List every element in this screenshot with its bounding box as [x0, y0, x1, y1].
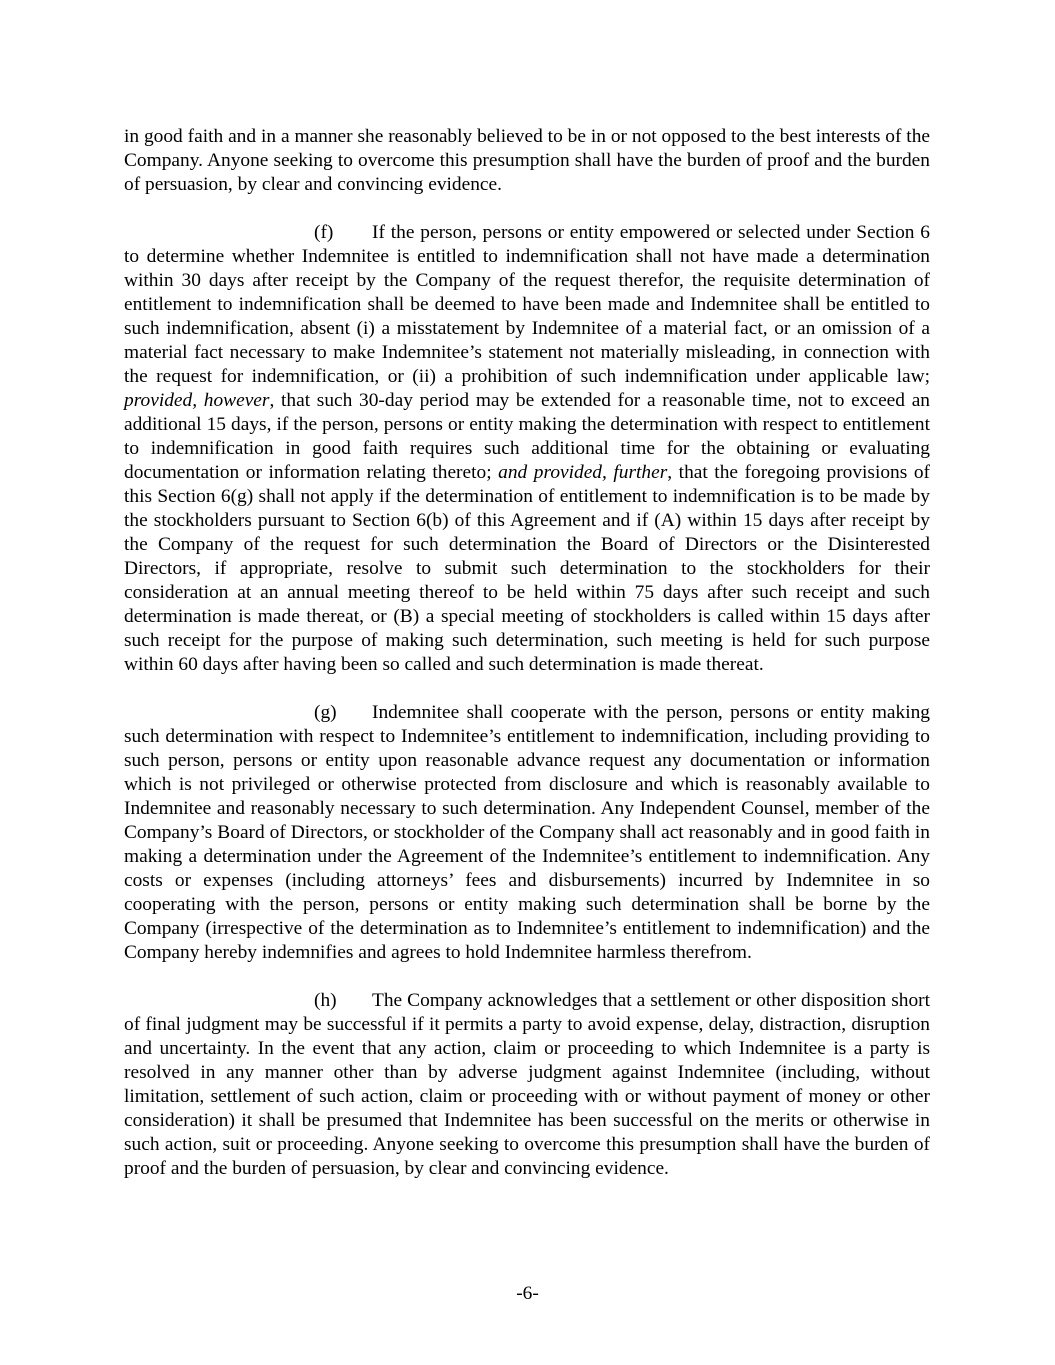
paragraph-marker: (g) [314, 702, 337, 723]
paragraph-continuation [124, 125, 930, 197]
italic-phrase: provided, however [124, 390, 270, 411]
paragraph-marker: (f) [314, 222, 334, 243]
paragraph-text-segment: The Company acknowledges that a settlement or other disposition short of final judgment may be successful if it permits a party to avoid expense, delay, distraction, disruption and uncertainty. In the event that any action, claim or proceeding to which Indemnitee is a party is resolved in any manner other than by adverse judgment against Indemnitee (including, without limitation, settlement of such action, claim or proceeding with or without payment of money or other consideration) it shall be presumed that Indemnitee has been successful on the merits or otherwise in such action, suit or proceeding. Anyone seeking to overcome this presumption shall have the burden of proof and the burden of persuasion, by clear and convincing evidence. [124, 990, 930, 1179]
document-body [124, 125, 930, 1205]
paragraph-f [124, 221, 930, 677]
paragraph-marker: (h) [314, 990, 337, 1011]
paragraph-text-segment: , that the foregoing provisions of this Section 6(g) shall not apply if the determination of entitlement to indemnification is to be made by the stockholders pursuant to Section 6(b) of this Agreement and if (A) within 15 days after receipt by the Company of the request for such determination the Board of Directors or the Disinterested Directors, if appropriate, resolve to submit such determination to the stockholders for their consideration at an annual meeting thereof to be held within 75 days after such receipt and such determination is made thereat, or (B) a special meeting of stockholders is called within 15 days after such receipt for the purpose of making such determination, such meeting is held for such purpose within 60 days after having been so called and such determination is made thereat. [124, 462, 930, 675]
paragraph-h [124, 989, 930, 1181]
paragraph-g [124, 701, 930, 965]
paragraph-text-segment: , that such 30-day period may be extended for a reasonable time, not to exceed an additional 15 days, if the person, persons or entity making the determination with respect to entitlement to indemnification in good faith requires such additional time for the obtaining or evaluating documentation or information relating thereto; [124, 390, 930, 483]
paragraph-text-segment: in good faith and in a manner she reasonably believed to be in or not opposed to the best interests of the Company. Anyone seeking to overcome this presumption shall have the burden of proof and the burden of persuasion, by clear and convincing evidence. [124, 126, 930, 195]
italic-phrase: and provided, further [498, 462, 668, 483]
paragraph-text-segment: Indemnitee shall cooperate with the person, persons or entity making such determination with respect to Indemnitee’s entitlement to indemnification, including providing to such person, persons or entity upon reasonable advance request any documentation or information which is not privileged or otherwise protected from disclosure and which is reasonably available to Indemnitee and reasonably necessary to such determination. Any Independent Counsel, member of the Company’s Board of Directors, or stockholder of the Company shall act reasonably and in good faith in making a determination under the Agreement of the Indemnitee’s entitlement to indemnification. Any costs or expenses (including attorneys’ fees and disbursements) incurred by Indemnitee in so cooperating with the person, persons or entity making such determination shall be borne by the Company (irrespective of the determination as to Indemnitee’s entitlement to indemnification) and the Company hereby indemnifies and agrees to hold Indemnitee harmless therefrom. [124, 702, 930, 963]
page-number: -6- [516, 1283, 539, 1304]
paragraph-text-segment: If the person, persons or entity empowered or selected under Section 6 to determine whether Indemnitee is entitled to indemnification shall not have made a determination within 30 days after receipt by the Company of the request therefor, the requisite determination of entitlement to indemnification shall be deemed to have been made and Indemnitee shall be entitled to such indemnification, absent (i) a misstatement by Indemnitee of a material fact, or an omission of a material fact necessary to make Indemnitee’s statement not materially misleading, in connection with the request for indemnification, or (ii) a prohibition of such indemnification under applicable law; [124, 222, 930, 387]
